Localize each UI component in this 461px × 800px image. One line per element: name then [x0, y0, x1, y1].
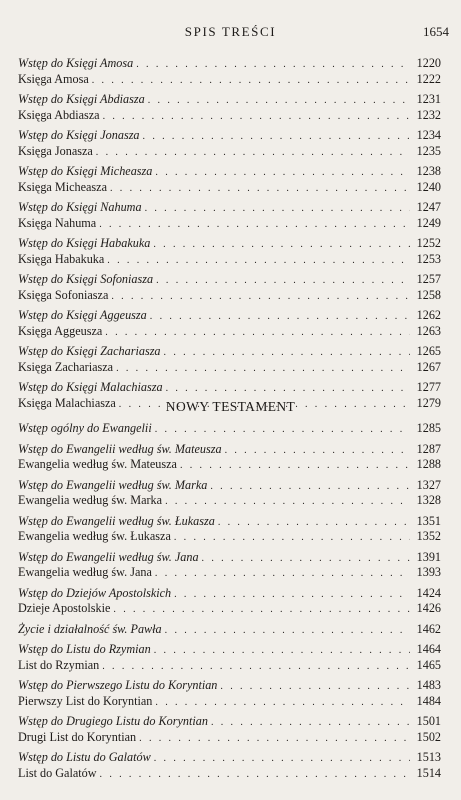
- toc-entry-introduction: [18, 421, 441, 437]
- dot-leader: [155, 422, 410, 438]
- toc-entry-label: Księga Sofoniasza: [18, 287, 109, 302]
- dot-leader: [155, 165, 410, 181]
- toc-entry-page-number: 1393: [416, 565, 441, 579]
- toc-entry-book: [18, 216, 441, 232]
- toc-entry-page-number: 1247: [416, 200, 441, 214]
- dot-leader: [165, 494, 410, 510]
- toc-group: [18, 714, 441, 745]
- toc-entry-book: [18, 565, 441, 581]
- toc-entry-book: [18, 694, 441, 710]
- toc-entry-page-number: 1262: [416, 308, 441, 322]
- dot-leader: [166, 381, 410, 397]
- toc-entry-introduction: [18, 714, 441, 730]
- toc-entry-page-number: 1222: [416, 71, 441, 86]
- toc-entry-page-number: 1267: [416, 359, 441, 374]
- toc-group: [18, 56, 441, 87]
- toc-entry-book: [18, 730, 441, 746]
- toc-entry-label: List do Rzymian: [18, 657, 100, 672]
- toc-entry-page-number: 1265: [416, 344, 441, 358]
- toc-entry-book: [18, 144, 441, 160]
- dot-leader: [139, 731, 410, 747]
- toc-entry-label: List do Galatów: [18, 765, 97, 780]
- toc-group: [18, 236, 441, 267]
- dot-leader: [105, 325, 410, 341]
- toc-group: [18, 128, 441, 159]
- toc-entry-book: [18, 324, 441, 340]
- toc-entry-introduction: [18, 308, 441, 324]
- toc-entry-label: Księga Jonasza: [18, 143, 93, 158]
- toc-entry-label: Wstęp do Księgi Jonasza: [18, 128, 140, 142]
- toc-group: [18, 514, 441, 545]
- dot-leader: [111, 289, 410, 305]
- toc-entry-book: [18, 180, 441, 196]
- toc-entry-book: [18, 72, 441, 88]
- dot-leader: [96, 145, 410, 161]
- toc-entry-label: Księga Amosa: [18, 71, 89, 86]
- toc-entry-label: Wstęp do Dziejów Apostolskich: [18, 585, 172, 600]
- toc-entry-label: Ewangelia według św. Marka: [18, 493, 163, 507]
- toc-entry-introduction: [18, 380, 441, 396]
- toc-entry-label: Wstęp do Księgi Zachariasza: [18, 344, 161, 358]
- dot-leader: [164, 345, 410, 361]
- dot-leader: [220, 679, 410, 695]
- toc-entry-label: Wstęp do Księgi Malachiasza: [18, 380, 163, 394]
- toc-entry-page-number: 1287: [416, 441, 441, 456]
- toc-group: [18, 442, 441, 473]
- dot-leader: [153, 237, 410, 253]
- toc-entry-page-number: 1220: [416, 56, 441, 70]
- toc-entry-label: Księga Aggeusza: [18, 323, 103, 338]
- dot-leader: [210, 479, 410, 495]
- toc-entry-introduction: [18, 442, 441, 458]
- toc-entry-label: Wstęp do Drugiego Listu do Koryntian: [18, 714, 208, 728]
- toc-entry-book: [18, 252, 441, 268]
- toc-entry-label: Wstęp do Ewangelii według św. Mateusza: [18, 441, 222, 456]
- toc-entry-label: Ewangelia według św. Łukasza: [18, 529, 171, 543]
- dot-leader: [174, 530, 410, 546]
- toc-entry-page-number: 1464: [416, 642, 441, 656]
- toc-entry-label: Wstęp do Ewangelii według św. Jana: [18, 549, 199, 564]
- dot-leader: [225, 443, 410, 459]
- dot-leader: [165, 623, 410, 639]
- toc-entry-label: Wstęp do Księgi Aggeusza: [18, 308, 147, 322]
- toc-entry-page-number: 1426: [416, 601, 441, 615]
- toc-entry-label: Wstęp do Księgi Sofoniasza: [18, 272, 154, 286]
- toc-entry-introduction: [18, 164, 441, 180]
- dot-leader: [156, 273, 410, 289]
- toc-entry-introduction: [18, 514, 441, 530]
- toc-entry-label: Wstęp do Księgi Abdiasza: [18, 92, 145, 106]
- toc-entry-label: Księga Malachiasza: [18, 395, 116, 410]
- toc-entry-page-number: 1234: [416, 128, 441, 142]
- toc-entry-book: [18, 288, 441, 304]
- toc-entry-introduction: [18, 586, 441, 602]
- toc-entry-page-number: 1263: [416, 323, 441, 338]
- toc-entry-introduction: [18, 750, 441, 766]
- dot-leader: [155, 695, 410, 711]
- dot-leader: [145, 201, 410, 217]
- toc-entry-book: [18, 108, 441, 124]
- toc-entry-label: Dzieje Apostolskie: [18, 601, 111, 615]
- toc-entry-page-number: 1249: [416, 215, 441, 230]
- toc-entry-label: Wstęp do Listu do Rzymian: [18, 642, 151, 656]
- toc-entry-book: [18, 457, 441, 473]
- toc-entry-label: Wstęp do Księgi Nahuma: [18, 200, 142, 214]
- page-number: 1654: [423, 24, 449, 39]
- toc-entry-page-number: 1231: [416, 92, 441, 106]
- dot-leader: [154, 751, 410, 767]
- dot-leader: [180, 458, 410, 474]
- toc-entry-book: [18, 529, 441, 545]
- dot-leader: [154, 643, 410, 659]
- toc-entry-page-number: 1235: [416, 143, 441, 158]
- toc-group: [18, 478, 441, 509]
- toc-group: [18, 272, 441, 303]
- toc-entry-page-number: 1277: [416, 380, 441, 394]
- toc-group: [18, 200, 441, 231]
- toc-entry-introduction: [18, 200, 441, 216]
- toc-entry-label: Wstęp do Księgi Habakuka: [18, 236, 151, 250]
- toc-group: [18, 308, 441, 339]
- dot-leader: [107, 253, 410, 269]
- toc-entry-page-number: 1238: [416, 164, 441, 178]
- toc-entry-label: Życie i działalność św. Pawła: [18, 621, 162, 636]
- dot-leader: [136, 57, 410, 73]
- dot-leader: [92, 73, 410, 89]
- toc-entry-page-number: 1424: [416, 585, 441, 600]
- toc-entry-page-number: 1279: [416, 395, 441, 410]
- toc-entry-page-number: 1351: [416, 513, 441, 528]
- dot-leader: [143, 129, 410, 145]
- toc-entry-introduction: [18, 550, 441, 566]
- toc-group: [18, 642, 441, 673]
- toc-entry-introduction: [18, 344, 441, 360]
- toc-group: [18, 344, 441, 375]
- toc-entry-label: Księga Zachariasza: [18, 359, 114, 374]
- toc-entry-page-number: 1352: [416, 529, 441, 543]
- dot-leader: [102, 659, 410, 675]
- toc-entry-introduction: [18, 92, 441, 108]
- toc-entry-introduction: [18, 128, 441, 144]
- toc-entry-page-number: 1257: [416, 272, 441, 286]
- page-title: SPIS TREŚCI: [184, 24, 277, 39]
- toc-group: [18, 92, 441, 123]
- dot-leader: [100, 767, 410, 783]
- toc-entry-book: [18, 766, 441, 782]
- toc-entry-label: Wstęp do Listu do Galatów: [18, 750, 151, 764]
- toc-group: [18, 421, 441, 437]
- toc-entry-page-number: 1328: [416, 493, 441, 507]
- dot-leader: [150, 309, 410, 325]
- dot-leader: [110, 181, 410, 197]
- section-heading-new-testament: NOWY TESTAMENT: [165, 399, 296, 414]
- toc-entry-label: Drugi List do Koryntian: [18, 729, 137, 744]
- toc-group: [18, 164, 441, 195]
- toc-entry-introduction: [18, 56, 441, 72]
- toc-entry-page-number: 1484: [416, 693, 441, 708]
- toc-entry-book: [18, 658, 441, 674]
- toc-entry-introduction: [18, 272, 441, 288]
- dot-leader: [99, 217, 410, 233]
- toc-entry-label: Księga Habakuka: [18, 251, 105, 266]
- toc-entry-label: Wstęp do Księgi Micheasza: [18, 164, 153, 178]
- toc-entry-label: Wstęp do Księgi Amosa: [18, 56, 134, 70]
- toc-entry-page-number: 1285: [416, 421, 441, 435]
- toc-group: [18, 750, 441, 781]
- toc-entry-introduction: [18, 642, 441, 658]
- toc-group: [18, 586, 441, 617]
- dot-leader: [116, 361, 410, 377]
- toc-entry-book: [18, 493, 441, 509]
- toc-entry-page-number: 1252: [416, 236, 441, 250]
- toc-entry-label: Wstęp do Ewangelii według św. Marka: [18, 477, 208, 492]
- toc-entry-label: Księga Nahuma: [18, 215, 97, 230]
- toc-entry-page-number: 1288: [416, 457, 441, 471]
- toc-entry-introduction: [18, 478, 441, 494]
- toc-entry-page-number: 1502: [416, 729, 441, 744]
- toc-group: [18, 550, 441, 581]
- dot-leader: [103, 109, 410, 125]
- toc-entry-label: Księga Micheasza: [18, 179, 107, 194]
- toc-entry-page-number: 1501: [416, 714, 441, 728]
- toc-entry-book: [18, 360, 441, 376]
- toc-entry-page-number: 1465: [416, 657, 441, 672]
- toc-entry-label: Ewangelia według św. Jana: [18, 565, 152, 579]
- page-header: [0, 24, 461, 42]
- toc-entry-book: [18, 601, 441, 617]
- toc-entry-label: Wstęp do Pierwszego Listu do Koryntian: [18, 678, 218, 692]
- toc-entry-page-number: 1232: [416, 107, 441, 122]
- toc-entry-label: Ewangelia według św. Mateusza: [18, 457, 177, 471]
- dot-leader: [211, 715, 410, 731]
- toc-entry-page-number: 1258: [416, 287, 441, 302]
- dot-leader: [113, 602, 410, 618]
- toc-entry-page-number: 1391: [416, 549, 441, 564]
- toc-entry-introduction: [18, 622, 441, 638]
- toc-entry-page-number: 1483: [416, 678, 441, 692]
- toc-entry-page-number: 1462: [416, 621, 441, 636]
- dot-leader: [148, 93, 410, 109]
- dot-leader: [174, 587, 410, 603]
- dot-leader: [202, 551, 410, 567]
- toc-entry-introduction: [18, 678, 441, 694]
- new-testament-contents: [18, 421, 441, 786]
- toc-group: [18, 678, 441, 709]
- toc-entry-label: Księga Abdiasza: [18, 107, 100, 122]
- toc-entry-page-number: 1513: [416, 750, 441, 764]
- toc-entry-page-number: 1253: [416, 251, 441, 266]
- toc-entry-label: Wstęp do Ewangelii według św. Łukasza: [18, 513, 215, 528]
- old-testament-contents: [18, 56, 441, 416]
- toc-entry-page-number: 1327: [416, 477, 441, 492]
- dot-leader: [155, 566, 410, 582]
- toc-entry-introduction: [18, 236, 441, 252]
- toc-entry-label: Wstęp ogólny do Ewangelii: [18, 421, 152, 435]
- toc-group: [18, 622, 441, 638]
- dot-leader: [218, 515, 410, 531]
- toc-entry-label: Pierwszy List do Koryntian: [18, 693, 153, 708]
- toc-entry-page-number: 1240: [416, 179, 441, 194]
- toc-entry-page-number: 1514: [416, 765, 441, 780]
